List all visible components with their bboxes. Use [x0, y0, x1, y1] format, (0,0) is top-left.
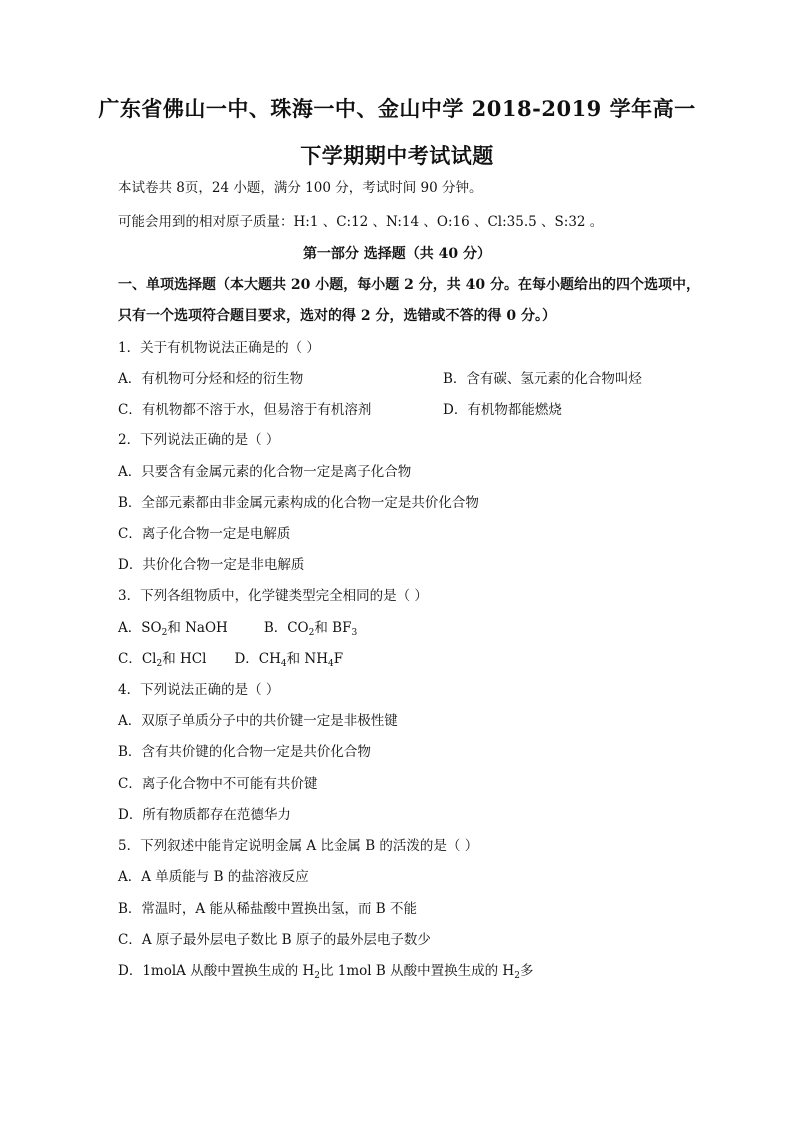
atomic-mass-note: 可能会用到的相对原子质量：H:1 、C:12 、N:14 、O:16 、Cl:35.5 、S:32 。: [118, 214, 604, 230]
exam-title-line1: 广东省佛山一中、珠海一中、金山中学 2018-2019 学年高一: [98, 96, 696, 121]
question-1-stem: 1．关于有机物说法正确是的（ ）: [118, 340, 320, 356]
question-2-option-a: A．只要含有金属元素的化合物一定是离子化合物: [118, 464, 412, 480]
question-4-stem: 4．下列说法正确的是（ ）: [118, 682, 280, 698]
question-2-option-b: B．全部元素都由非金属元素构成的化合物一定是共价化合物: [118, 495, 479, 511]
question-2-stem: 2．下列说法正确的是（ ）: [118, 432, 280, 448]
question-5-option-b: B．常温时，A 能从稀盐酸中置换出氢，而 B 不能: [118, 901, 417, 917]
question-5-stem: 5．下列叙述中能肯定说明金属 A 比金属 B 的活泼的是（ ）: [118, 838, 479, 854]
question-3-option-c: C．$Cl_2$和 HCl: [118, 651, 207, 669]
question-3-option-a: A．$SO_2$和 NaOH: [118, 620, 228, 638]
section-instructions-line1: 一、单项选择题（本大题共 20 小题，每小题 2 分，共 40 分。在每小题给出的四个选项中，: [118, 277, 700, 293]
section-instructions-line2: 只有一个选项符合题目要求，选对的得 2 分，选错或不答的得 0 分。）: [118, 308, 556, 324]
question-4-option-a: A．双原子单质分子中的共价键一定是非极性键: [118, 713, 398, 729]
exam-info: 本试卷共 8页，24 小题，满分 100 分，考试时间 90 分钟。: [118, 180, 483, 196]
question-3-options-ab: [118, 618, 357, 638]
question-1-option-d: D．有机物都能燃烧: [443, 402, 562, 418]
question-5-option-c: C．A 原子最外层电子数比 B 原子的最外层电子数少: [118, 932, 431, 948]
question-1-option-b: B．含有碳、氢元素的化合物叫烃: [443, 371, 642, 387]
question-4-option-c: C．离子化合物中不可能有共价键: [118, 776, 318, 792]
exam-title-line2: 下学期期中考试试题: [300, 143, 494, 168]
question-3-option-d: D．$CH_4$和 $NH_4F$: [234, 651, 344, 669]
part-heading: 第一部分 选择题（共 40 分）: [302, 246, 492, 262]
question-2-option-c: C．离子化合物一定是电解质: [118, 526, 291, 542]
question-1-option-a: A．有机物可分烃和烃的衍生物: [118, 371, 304, 387]
question-5-option-a: A．A 单质能与 B 的盐溶液反应: [118, 869, 309, 885]
question-3-stem: 3．下列各组物质中，化学键类型完全相同的是（ ）: [118, 588, 428, 604]
question-3-options-cd: [118, 649, 343, 669]
question-3-option-b: B．$CO_2$和 $BF_3$: [263, 620, 358, 638]
question-5-option-d: D．1molA 从酸中置换生成的 $H_2$比 1mol B 从酸中置换生成的 $H_2$多: [118, 963, 534, 981]
question-4-option-d: D．所有物质都存在范德华力: [118, 807, 291, 823]
question-4-option-b: B．含有共价键的化合物一定是共价化合物: [118, 744, 371, 760]
question-2-option-d: D．共价化合物一定是非电解质: [118, 557, 305, 573]
question-1-option-c: C．有机物都不溶于水，但易溶于有机溶剂: [118, 402, 372, 418]
